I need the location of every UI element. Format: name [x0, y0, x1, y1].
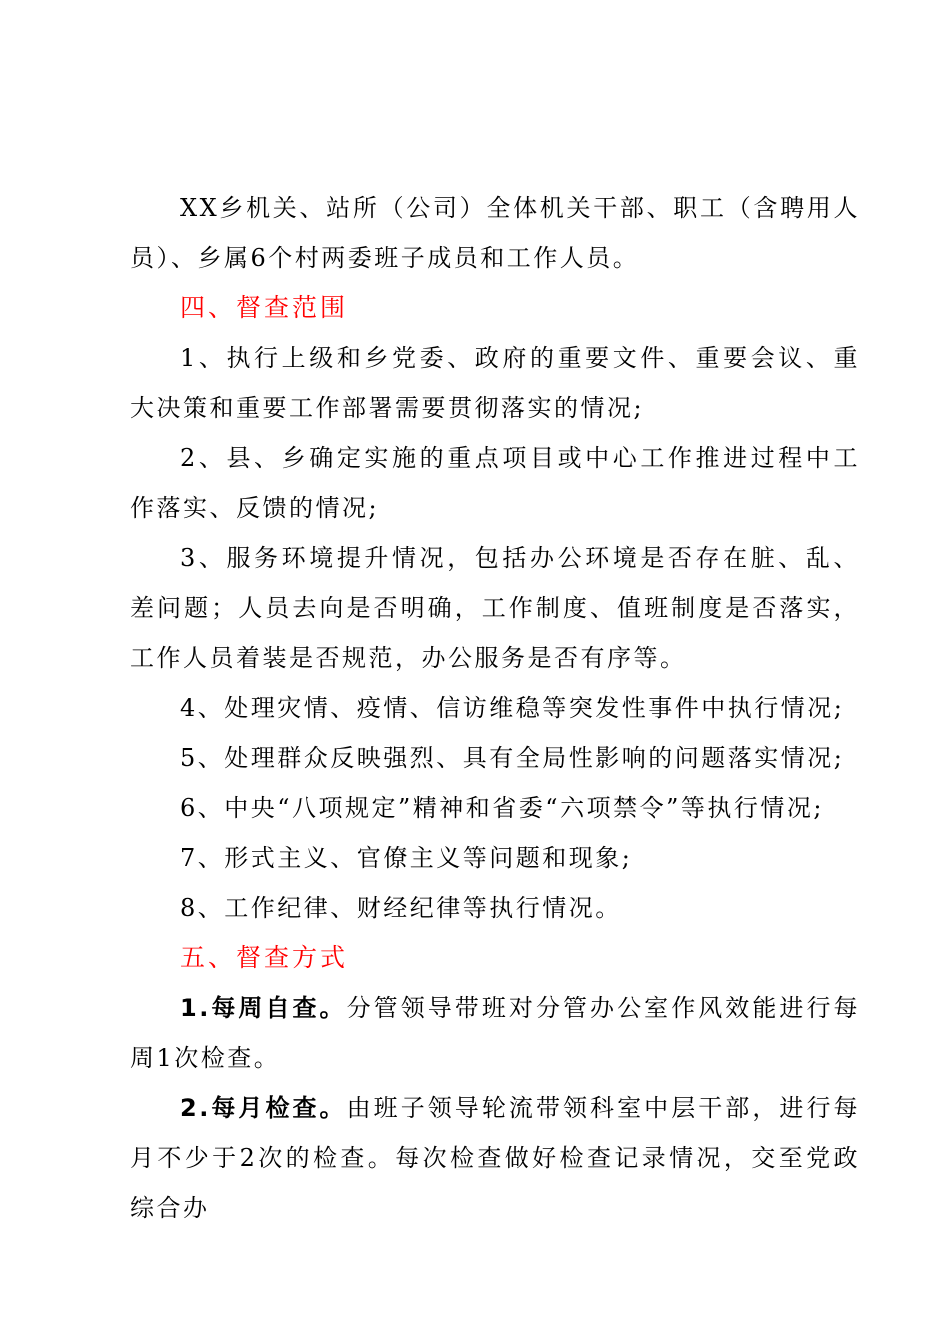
scope-item-1: 1、执行上级和乡党委、政府的重要文件、重要会议、重大决策和重要工作部署需要贯彻落实的情况;: [130, 344, 860, 422]
scope-item-2: 2、县、乡确定实施的重点项目或中心工作推进过程中工作落实、反馈的情况;: [130, 444, 860, 522]
method-item-1-text: 分管领导带班对分管办公室作风效能进行每周1次检查。: [130, 994, 860, 1072]
scope-item-4: 4、处理灾情、疫情、信访维稳等突发性事件中执行情况;: [180, 694, 845, 722]
scope-item-3: 3、服务环境提升情况，包括办公环境是否存在脏、乱、差问题；人员去向是否明确，工作制度、值班制度是否落实，工作人员着装是否规范，办公服务是否有序等。: [130, 544, 860, 672]
method-item-2: [130, 1083, 860, 1233]
section-heading-method: 五、督查方式: [180, 943, 349, 972]
method-item-1-lead: 1.每周自查。: [180, 994, 347, 1022]
scope-item-7: 7、形式主义、官僚主义等问题和现象;: [180, 844, 633, 872]
method-item-1: [130, 983, 860, 1083]
scope-paragraph: XX乡机关、站所（公司）全体机关干部、职工（含聘用人员）、乡属6个村两委班子成员和工作人员。: [130, 194, 860, 272]
method-item-2-lead: 2.每月检查。: [180, 1094, 347, 1122]
document-body: [130, 183, 860, 1233]
scope-item-8: 8、工作纪律、财经纪律等执行情况。: [180, 894, 622, 922]
section-heading-scope: 四、督查范围: [180, 293, 349, 322]
scope-item-6: 6、中央“八项规定”精神和省委“六项禁令”等执行情况;: [180, 794, 824, 822]
method-item-2-text: 由班子领导轮流带领科室中层干部，进行每月不少于2次的检查。每次检查做好检查记录情况，交至党政综合办: [130, 1094, 860, 1222]
scope-item-5: 5、处理群众反映强烈、具有全局性影响的问题落实情况;: [180, 744, 845, 772]
